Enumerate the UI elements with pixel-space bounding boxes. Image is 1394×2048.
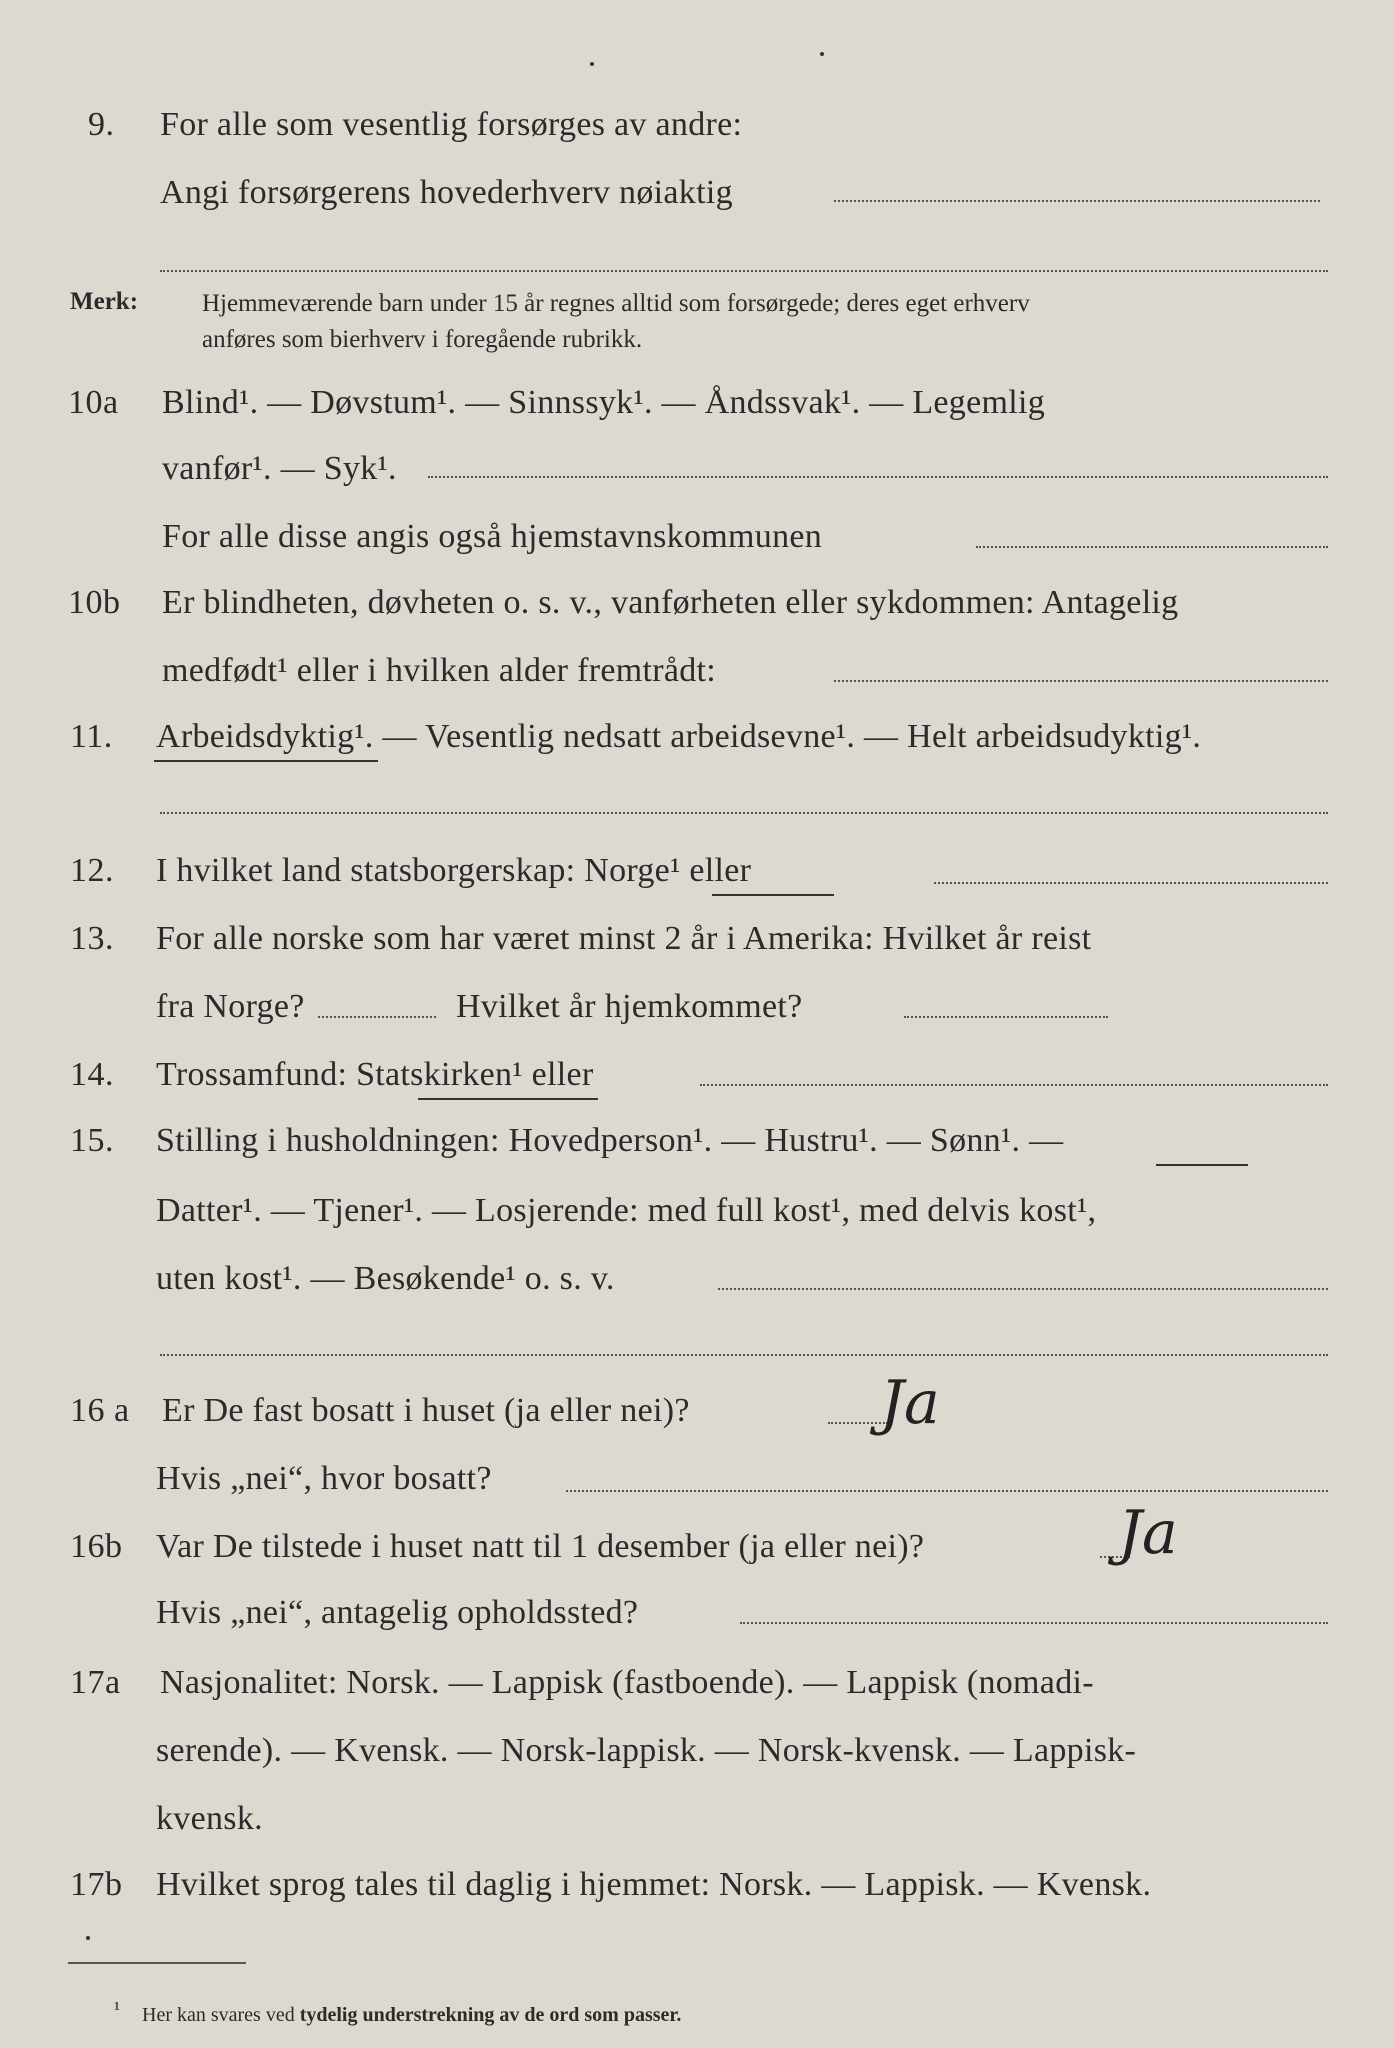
q11-underline-arbeidsdyktig (154, 760, 378, 762)
q12-underline-norge (712, 894, 834, 896)
q15-number: 15. (70, 1122, 114, 1159)
q13-line1: For alle norske som har været minst 2 år i Amerika: Hvilket år reist (156, 920, 1092, 957)
q16a-line2: Hvis „nei“, hvor bosatt? (156, 1460, 492, 1497)
q16a-number: 16 a (70, 1392, 130, 1429)
q12-answer-line[interactable] (934, 882, 1328, 884)
q16b-line2: Hvis „nei“, antagelig opholdssted? (156, 1594, 639, 1631)
q17b-text: Hvilket sprog tales til daglig i hjemmet: Norsk. — Lappisk. — Kvensk. (156, 1866, 1152, 1903)
q11-text: Arbeidsdyktig¹. — Vesentlig nedsatt arbeidsevne¹. — Helt arbeidsudyktig¹. (156, 718, 1202, 755)
q10b-number: 10b (68, 584, 121, 621)
q13-reist-year-line[interactable] (318, 1016, 436, 1018)
q17a-line2: serende). — Kvensk. — Norsk-lappisk. — Norsk-kvensk. — Lappisk- (156, 1732, 1137, 1769)
q16b-number: 16b (70, 1528, 123, 1565)
footnote-text-plain: Her kan svares ved (142, 2004, 295, 2026)
q12-number: 12. (70, 852, 114, 889)
q13-line2a: fra Norge? (156, 988, 305, 1025)
footnote-rule (68, 1962, 246, 1964)
q15-answer-line[interactable] (718, 1288, 1328, 1290)
q15-answer-line-2[interactable] (160, 1354, 1328, 1356)
q10b-answer-line[interactable] (834, 680, 1328, 682)
merk-line1: Hjemmeværende barn under 15 år regnes alltid som forsørgede; deres eget erhverv (202, 290, 1030, 317)
paper-speck (590, 62, 594, 66)
q10a-line2: vanfør¹. — Syk¹. (162, 450, 397, 487)
q16b-handwritten-answer: Ja (1118, 1498, 1178, 1568)
q10a-number: 10a (68, 384, 119, 421)
q9-answer-line[interactable] (834, 200, 1320, 202)
q9-answer-line-2[interactable] (160, 270, 1328, 272)
q10b-line1: Er blindheten, døvheten o. s. v., vanførheten eller sykdommen: Antagelig (162, 584, 1179, 621)
paper-speck (820, 52, 824, 56)
q11-number: 11. (70, 718, 113, 755)
q13-number: 13. (70, 920, 114, 957)
q17b-number: 17b (70, 1866, 123, 1903)
q15-underline-sonn (1156, 1164, 1248, 1166)
q15-line2: Datter¹. — Tjener¹. — Losjerende: med full kost¹, med delvis kost¹, (156, 1192, 1097, 1229)
q16a-line1: Er De fast bosatt i huset (ja eller nei)? (162, 1392, 690, 1429)
q16a-where-line[interactable] (566, 1490, 1328, 1492)
q14-underline-statskirken (418, 1098, 598, 1100)
q17a-number: 17a (70, 1664, 121, 1701)
q15-line3: uten kost¹. — Besøkende¹ o. s. v. (156, 1260, 615, 1297)
q16b-where-line[interactable] (740, 1622, 1328, 1624)
q16a-handwritten-answer: Ja (880, 1368, 940, 1438)
q13-hjem-year-line[interactable] (904, 1016, 1108, 1018)
footnote-text (142, 2004, 681, 2027)
q17a-line3: kvensk. (156, 1800, 263, 1837)
q9-number: 9. (88, 106, 115, 143)
q17a-line1: Nasjonalitet: Norsk. — Lappisk (fastboende). — Lappisk (nomadi- (160, 1664, 1094, 1701)
q13-line2b: Hvilket år hjemkommet? (456, 988, 803, 1025)
footnote-text-bold: tydelig understrekning av de ord som passer. (299, 2004, 682, 2026)
q14-text: Trossamfund: Statskirken¹ eller (156, 1056, 594, 1093)
merk-label: Merk: (70, 288, 139, 315)
q16b-line1: Var De tilstede i huset natt til 1 desember (ja eller nei)? (156, 1528, 925, 1565)
q10a-line1: Blind¹. — Døvstum¹. — Sinnssyk¹. — Åndssvak¹. — Legemlig (162, 384, 1046, 421)
q10a-hometown-line[interactable] (976, 546, 1328, 548)
q10a-line3: For alle disse angis også hjemstavnskommunen (162, 518, 823, 555)
q10b-line2: medfødt¹ eller i hvilken alder fremtrådt: (162, 652, 717, 689)
q14-answer-line[interactable] (700, 1084, 1328, 1086)
footnote-mark: ¹ (114, 1998, 120, 2020)
q12-text: I hvilket land statsborgerskap: Norge¹ eller (156, 852, 752, 889)
q11-answer-line[interactable] (160, 812, 1328, 814)
q10a-answer-line[interactable] (428, 476, 1328, 478)
q9-line1: For alle som vesentlig forsørges av andre: (160, 106, 743, 143)
q9-line2: Angi forsørgerens hovederhverv nøiaktig (160, 174, 733, 211)
paper-speck (86, 1936, 90, 1940)
q16a-answer-line[interactable] (828, 1422, 888, 1424)
merk-line2: anføres som bierhverv i foregående rubrikk. (202, 326, 643, 353)
q15-line1: Stilling i husholdningen: Hovedperson¹. — Hustru¹. — Sønn¹. — (156, 1122, 1064, 1159)
q14-number: 14. (70, 1056, 114, 1093)
